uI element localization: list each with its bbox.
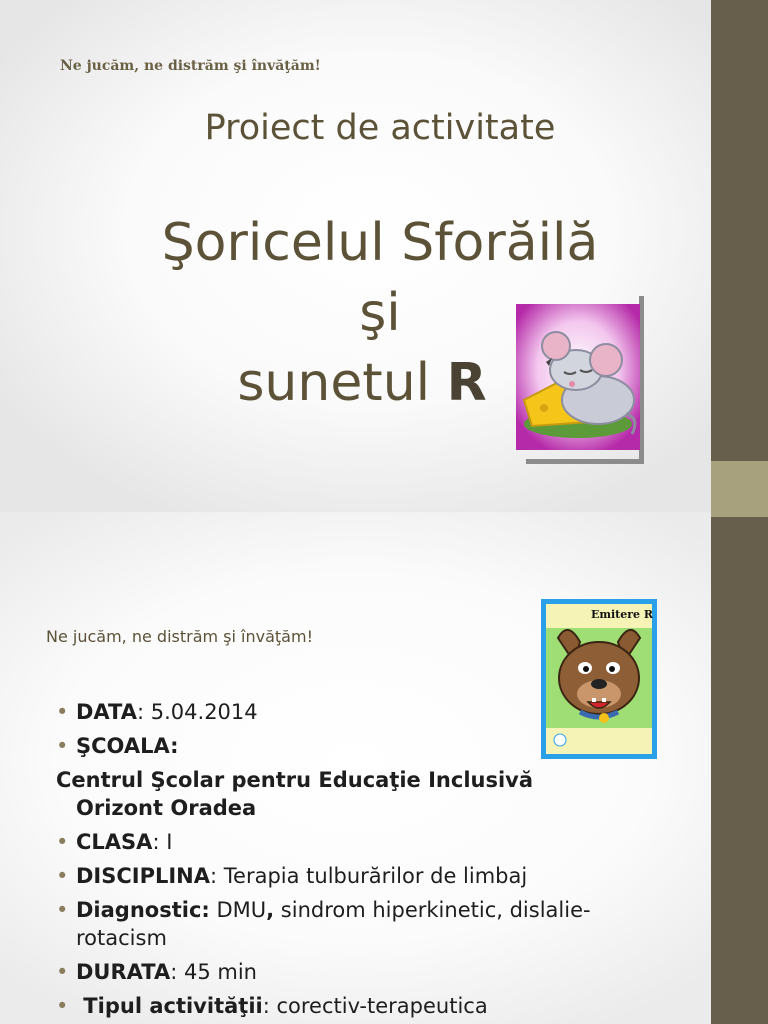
slide2-tagline: Ne jucăm, ne distrăm şi învăţăm! [46,627,313,646]
list-item-data: • DATA: 5.04.2014 [56,698,676,726]
side-decorative-bar [711,0,768,1024]
title-letter-r: R [446,353,487,413]
list-item-diagnostic: • Diagnostic: DMU, sindrom hiperkinetic, dislalie- rotacism [56,896,676,952]
list-item-tipul: • Tipul activităţii: corectiv-terapeutica [56,992,676,1020]
title-line-3-prefix: sunetul [237,353,447,413]
activity-details-list [56,698,676,1024]
list-item-scoala-name: Centrul Şcolar pentru Educaţie Inclusivă Orizont Oradea [56,768,534,820]
list-item-disciplina: • DISCIPLINA: Terapia tulburărilor de limbaj [56,862,676,890]
slide-2 [0,512,711,1024]
title-line-2: şi [359,283,401,343]
card-label: Emitere R [590,608,654,621]
side-accent-block [711,461,768,517]
title-line-1: Şoricelul Sforăilă [161,213,599,273]
list-item-clasa: • CLASA: I [56,828,676,856]
slide1-tagline: Ne jucăm, ne distrăm şi învăţăm! [60,58,321,74]
sleeping-mouse-on-cheese-image [516,296,644,464]
list-item-durata: • DURATA: 45 min [56,958,676,986]
list-item-scoala: • ŞCOALA: [56,732,676,760]
slide1-subtitle: Proiect de activitate [204,108,556,148]
slide-1 [0,0,711,512]
